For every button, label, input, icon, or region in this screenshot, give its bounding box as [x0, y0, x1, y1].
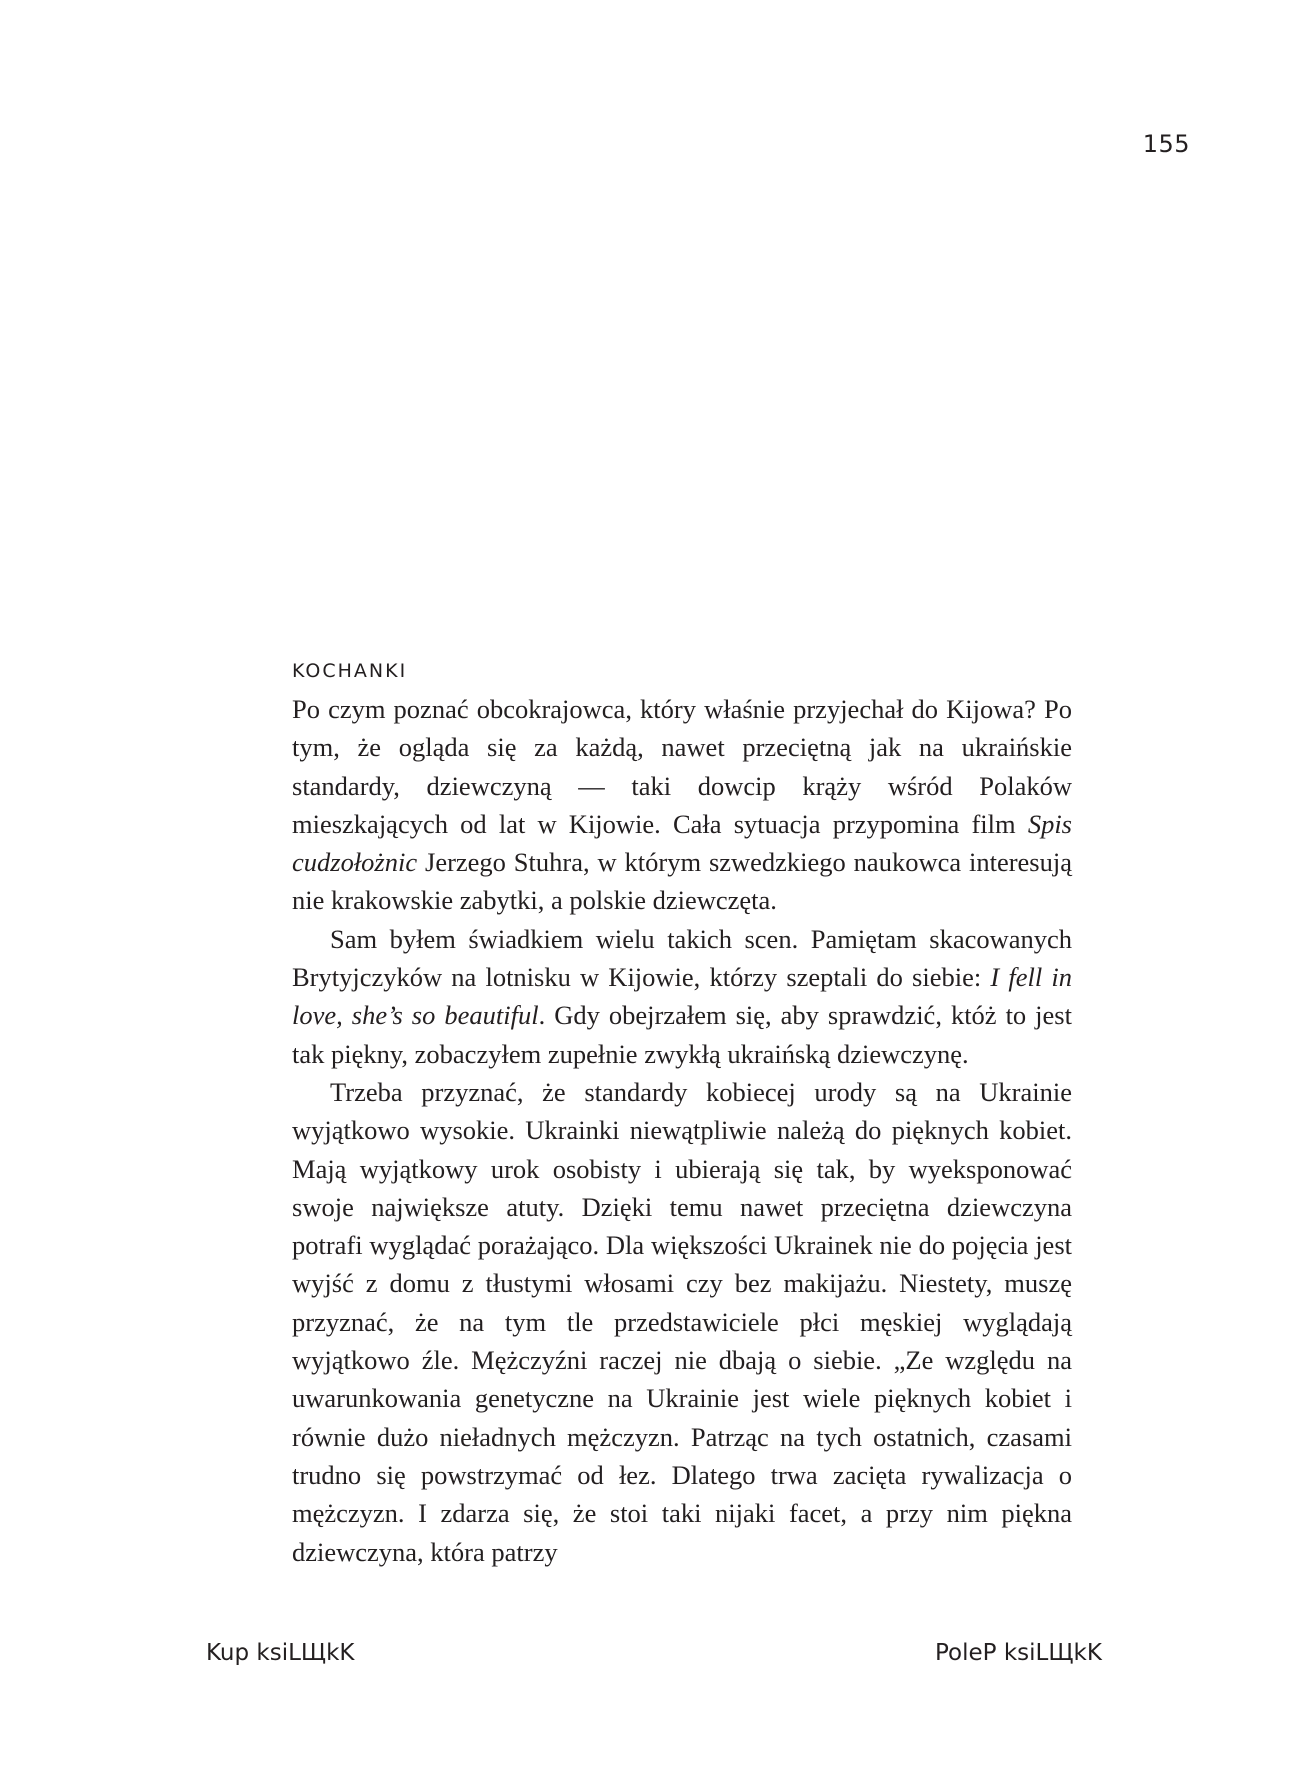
film-title-italic: Spis cudzołożnic — [292, 808, 1072, 878]
section-heading: KOCHANKI — [292, 660, 408, 682]
text-run: Sam byłem świadkiem wielu takich scen. Pamiętam skacowanych Brytyjczyków na lotnisku w Kijowie, którzy szeptali do siebie: — [292, 923, 1072, 993]
text-run: Po czym poznać obcokrajowca, który właśnie przyjechał do Kijowa? Po tym, że ogląda się za każdą, nawet przeciętną jak na ukraińskie standardy, dziewczyną — taki dowcip krąży wśród Polaków mieszkających od lat w Kijowie. Cała sytuacja przypomina film — [292, 694, 1072, 839]
paragraph-2 — [292, 920, 1072, 1073]
text-run: . Gdy obejrzałem się, aby sprawdzić, któż to jest tak piękny, zobaczyłem zupełnie zwykłą ukraińską dziewczynę. — [292, 1000, 1072, 1069]
paragraph-1 — [292, 690, 1072, 920]
page-number: 155 — [1142, 130, 1190, 158]
buy-book-link[interactable]: Kup ksiLЩkK — [206, 1640, 355, 1666]
body-text — [292, 690, 1072, 1571]
text-run: Trzeba przyznać, że standardy kobiecej urody są na Ukrainie wyjątkowo wysokie. Ukrainki niewątpliwie należą do pięknych kobiet. Mają wyjątkowy urok osobisty i ubierają się tak, by wyeksponować swoje największe atuty. Dzięki temu nawet przeciętna dziewczyna potrafi wyglądać porażająco. Dla większości Ukrainek nie do pojęcia jest wyjść z domu z tłustymi włosami czy bez makijażu. Niestety, muszę przyznać, że na tym tle przedstawiciele płci męskiej wyglądają wyjątkowo źle. Mężczyźni raczej nie dbają o siebie. „Ze względu na uwarunkowania genetyczne na Ukrainie jest wiele pięknych kobiet i równie dużo nieładnych mężczyzn. Patrząc na tych ostatnich, czasami trudno się powstrzymać od łez. Dlatego trwa zacięta rywalizacja o mężczyzn. I zdarza się, że stoi taki nijaki facet, a przy nim piękna dziewczyna, która patrzy — [292, 1076, 1072, 1567]
paragraph-3 — [292, 1073, 1072, 1571]
text-run: Jerzego Stuhra, w którym szwedzkiego naukowca interesują nie krakowskie zabytki, a polskie dziewczęta. — [292, 847, 1072, 916]
quote-italic: I fell in love, she’s so beautiful — [292, 962, 1072, 1031]
recommend-book-link[interactable]: PoleP ksiLЩkK — [935, 1640, 1102, 1666]
